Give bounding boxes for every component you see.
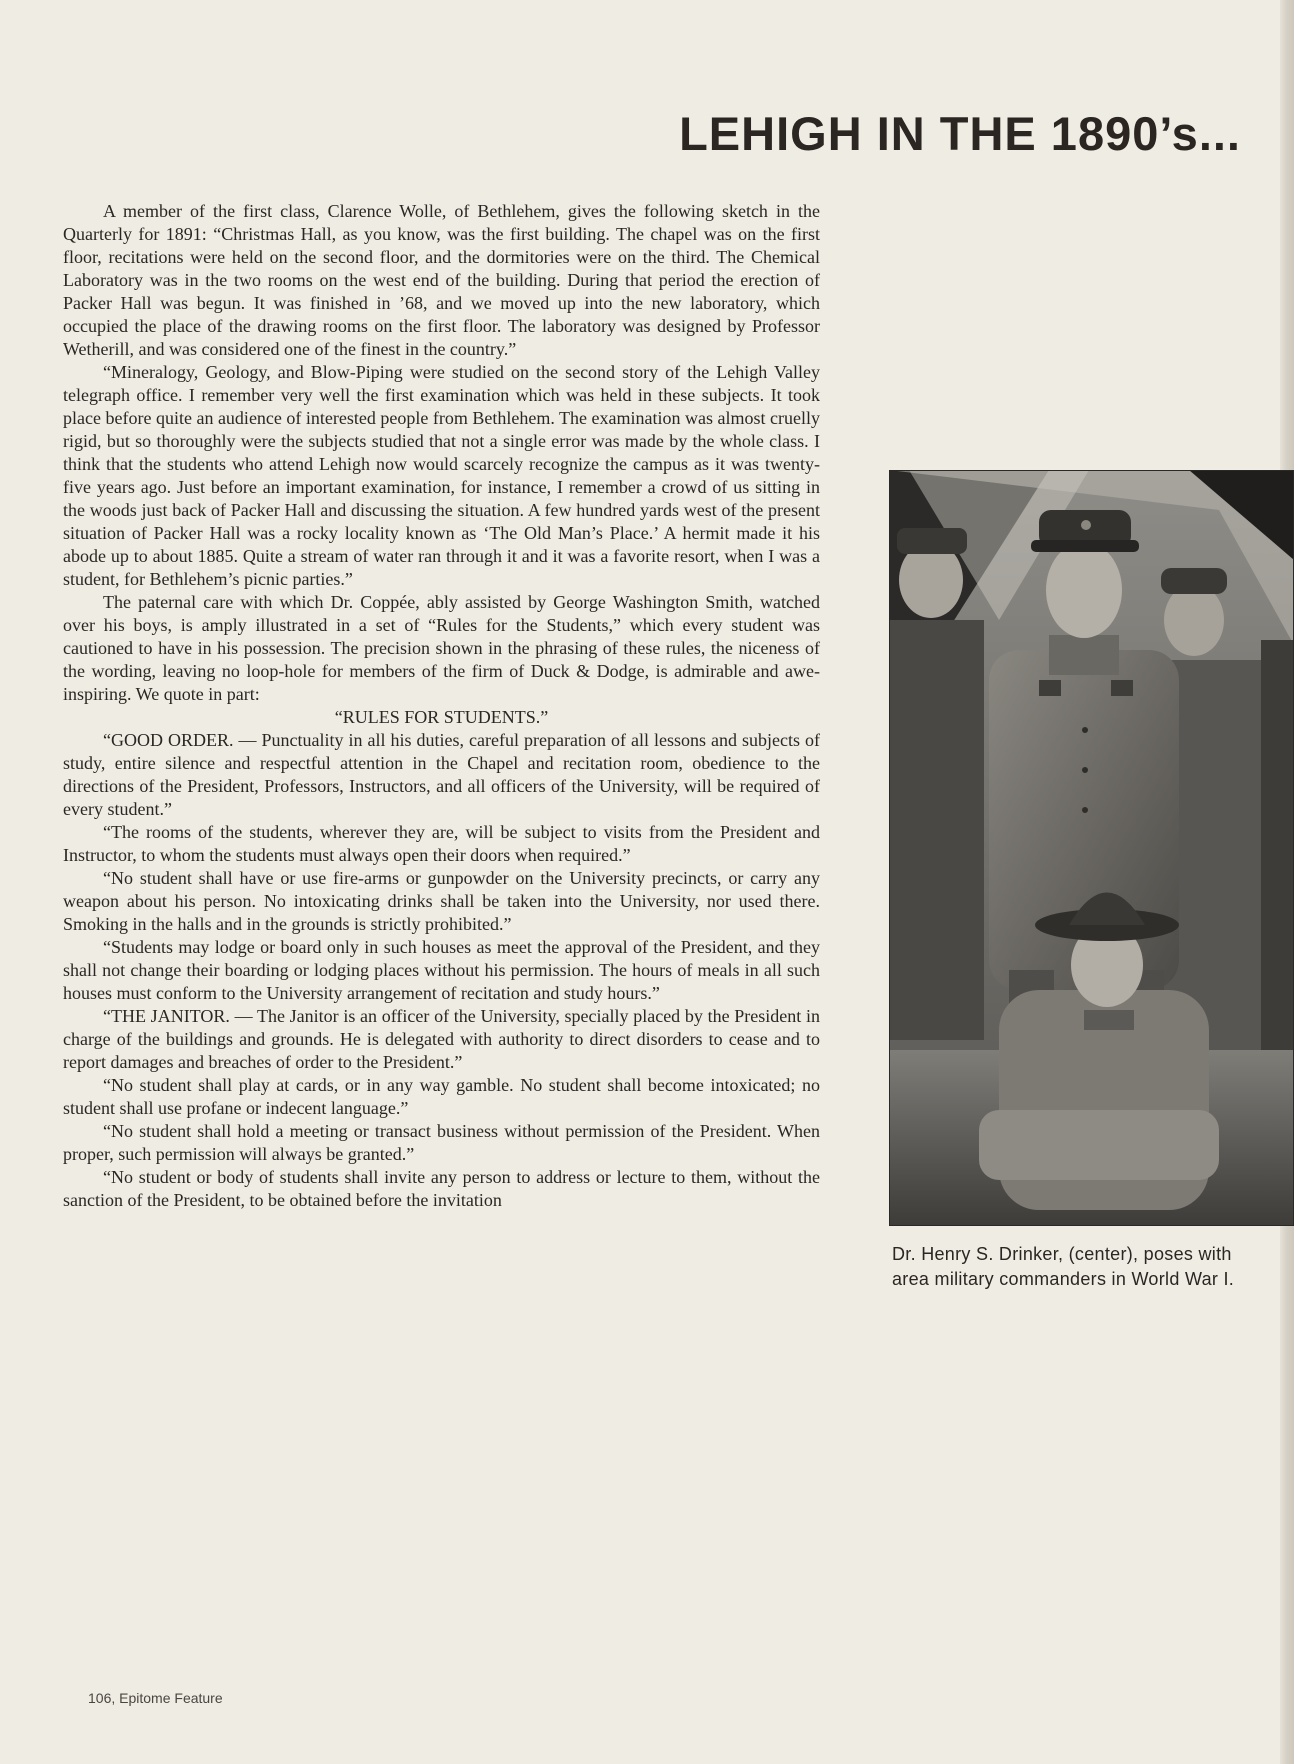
rules-heading: “RULES FOR STUDENTS.” — [334, 707, 549, 727]
photo-caption: Dr. Henry S. Drinker, (center), poses with area military commanders in World War I. — [892, 1244, 1235, 1289]
article-paragraph: “THE JANITOR. — The Janitor is an officer of the University, specially placed by the President in charge of the buildings and grounds. He is delegated with authority to direct disorders to cease and to report damages and breaches of order to the President.” — [63, 1006, 820, 1072]
article-paragraph: “No student or body of students shall invite any person to address or lecture to them, without the sanction of the President, to be obtained before the invitation — [63, 1167, 820, 1210]
historical-photo — [889, 470, 1294, 1226]
article-paragraph: “Students may lodge or board only in such houses as meet the approval of the President, and they shall not change their boarding or lodging places without his permission. The hours of meals in all such houses must conform to the University arrangement of recitation and study hours.” — [63, 937, 820, 1003]
article-paragraph: “GOOD ORDER. — Punctuality in all his duties, careful preparation of all lessons and subjects of study, entire silence and respectful attention in the Chapel and recitation room, obedience to the directions of the President, Professors, Instructors, and all officers of the University, will be required of every student.” — [63, 730, 820, 819]
photo-illustration — [889, 470, 1294, 1226]
article-body — [63, 200, 820, 1212]
article-paragraph: “The rooms of the students, wherever they are, will be subject to visits from the President and Instructor, to whom the students must always open their doors when required.” — [63, 822, 820, 865]
article-paragraph: A member of the first class, Clarence Wolle, of Bethlehem, gives the following sketch in the Quarterly for 1891: “Christmas Hall, as you know, was the first building. The chapel was on the first floor, recitations were held on the second floor, and the dormitories were on the third. The Chemical Laboratory was in the two rooms on the west end of the building. During that period the erection of Packer Hall was begun. It was finished in ’68, and we moved up into the new laboratory, which occupied the place of the drawing rooms on the first floor. The laboratory was designed by Professor Wetherill, and was considered one of the finest in the country.” — [63, 201, 820, 359]
article-paragraph: “No student shall hold a meeting or transact business without permission of the President. When proper, such permission will always be granted.” — [63, 1121, 820, 1164]
page-title: LEHIGH IN THE 1890’s... — [679, 107, 1241, 160]
article-paragraph: “No student shall play at cards, or in any way gamble. No student shall become intoxicated; no student shall use profane or indecent language.” — [63, 1075, 820, 1118]
article-paragraph: “Mineralogy, Geology, and Blow-Piping were studied on the second story of the Lehigh Valley telegraph office. I remember very well the first examination which was held in these subjects. It took place before quite an audience of interested people from Bethlehem. The examination was almost cruelly rigid, but so thoroughly were the subjects studied that not a single error was made by the whole class. I think that the students who attend Lehigh now would scarcely recognize the campus as it was twenty-five years ago. Just before an important examination, for instance, I remember a crowd of us sitting in the woods just back of Packer Hall and discussing the situation. A few hundred yards west of the present situation of Packer Hall was a rocky locality known as ‘The Old Man’s Place.’ A hermit made it his abode up to about 1885. Quite a stream of water ran through it and it was a favorite resort, when I was a student, for Bethlehem’s picnic parties.” — [63, 362, 820, 589]
page-footer: 106, Epitome Feature — [88, 1690, 223, 1706]
article-paragraph: The paternal care with which Dr. Coppée, ably assisted by George Washington Smith, watched over his boys, is amply illustrated in a set of “Rules for the Students,” which every student was cautioned to have in his possession. The precision shown in the phrasing of these rules, the niceness of the wording, leaving no loop-hole for members of the firm of Duck & Dodge, is admirable and awe-inspiring. We quote in part: — [63, 592, 820, 704]
article-paragraph: “No student shall have or use fire-arms or gunpowder on the University precincts, or carry any weapon about his person. No intoxicating drinks shall be taken into the University, nor used there. Smoking in the halls and in the grounds is strictly prohibited.” — [63, 868, 820, 934]
